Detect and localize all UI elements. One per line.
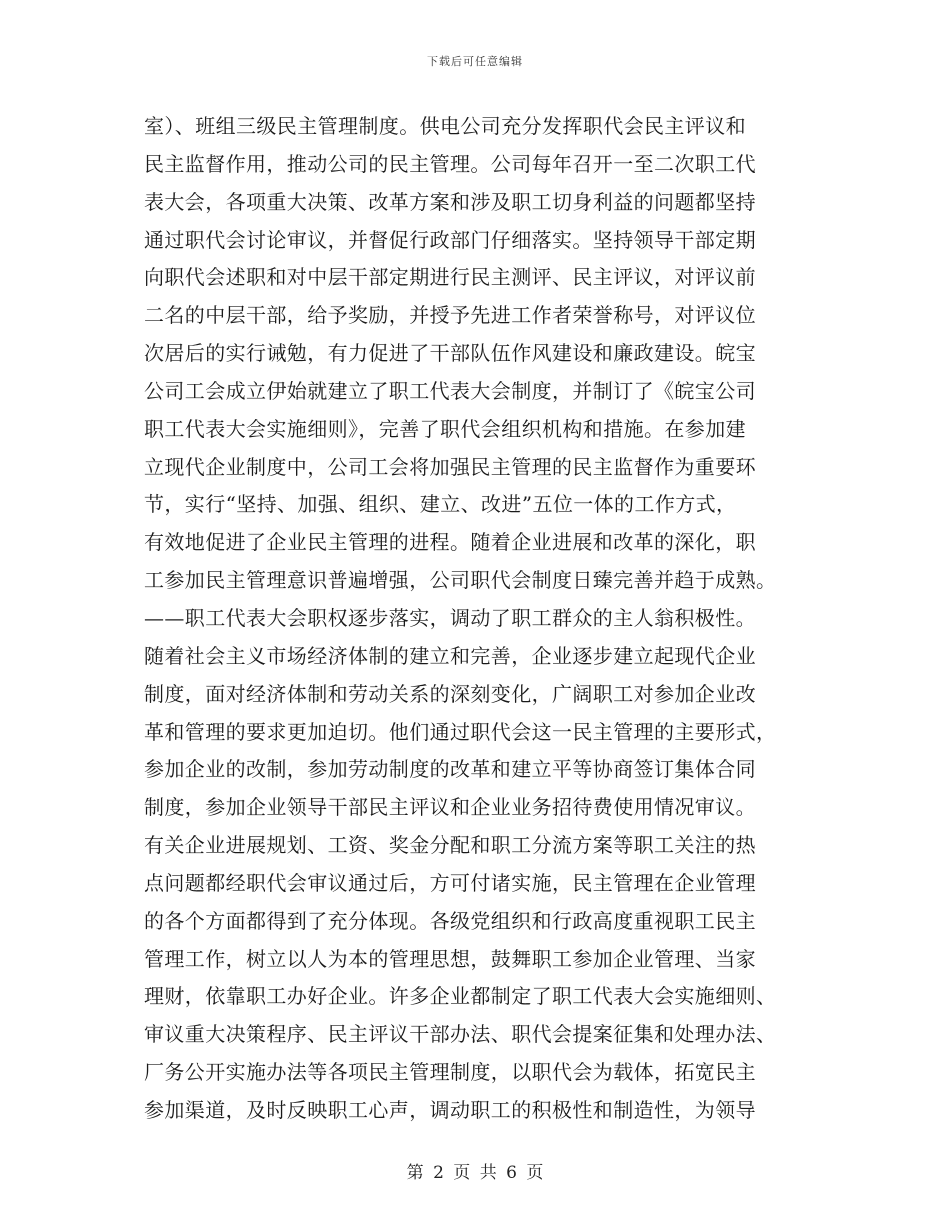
text-line: 审议重大决策程序、民主评议干部办法、职代会提案征集和处理办法、 [144,1022,777,1047]
text-line: ——职工代表大会职权逐步落实，调动了职工群众的主人翁积极性。 [144,605,756,630]
text-line: 的各个方面都得到了充分体现。各级党组织和行政高度重视职工民主 [144,908,756,933]
text-line: 理财，依靠职工办好企业。许多企业都制定了职工代表大会实施细则、 [144,984,777,1009]
text-line: 随着社会主义市场经济体制的建立和完善，企业逐步建立起现代企业 [144,643,756,668]
text-line: 制度，参加企业领导干部民主评议和企业业务招待费使用情况审议。 [144,795,756,820]
text-line: 点问题都经职代会审议通过后，方可付诸实施，民主管理在企业管理 [144,870,756,895]
text-line: 节，实行“坚持、加强、组织、建立、改进”五位一体的工作方式， [144,492,737,517]
text-line: 有效地促进了企业民主管理的进程。随着企业进展和改革的深化，职 [144,530,756,555]
text-line: 参加企业的改制，参加劳动制度的改革和建立平等协商签订集体合同 [144,757,756,782]
text-line: 管理工作，树立以人为本的管理思想，鼓舞职工参加企业管理、当家 [144,946,756,971]
text-line: 表大会，各项重大决策、改革方案和涉及职工切身利益的问题都坚持 [144,189,756,214]
text-line: 公司工会成立伊始就建立了职工代表大会制度，并制订了《皖宝公司 [144,378,756,403]
body-text [144,108,814,1130]
text-line: 革和管理的要求更加迫切。他们通过职代会这一民主管理的主要形式， [144,719,777,744]
text-line: 立现代企业制度中，公司工会将加强民主管理的民主监督作为重要环 [144,454,756,479]
text-line: 民主监督作用，推动公司的民主管理。公司每年召开一至二次职工代 [144,151,756,176]
page-number: 第 2 页 共 6 页 [406,1163,544,1183]
text-line: 工参加民主管理意识普遍增强，公司职代会制度日臻完善并趋于成熟。 [144,568,777,593]
text-line: 参加渠道，及时反映职工心声，调动职工的积极性和制造性，为领导 [144,1097,756,1122]
text-line: 次居后的实行诫勉，有力促进了干部队伍作风建设和廉政建设。皖宝 [144,341,756,366]
text-line: 厂务公开实施办法等各项民主管理制度，以职代会为载体，拓宽民主 [144,1060,756,1085]
text-line: 向职代会述职和对中层干部定期进行民主测评、民主评议，对评议前 [144,265,756,290]
text-line: 二名的中层干部，给予奖励，并授予先进工作者荣誉称号，对评议位 [144,303,756,328]
text-line: 通过职代会讨论审议，并督促行政部门仔细落实。坚持领导干部定期 [144,227,756,252]
text-line: 室）、班组三级民主管理制度。供电公司充分发挥职代会民主评议和 [144,114,746,138]
text-line: 职工代表大会实施细则》，完善了职代会组织机构和措施。在参加建 [144,416,746,441]
text-line: 有关企业进展规划、工资、奖金分配和职工分流方案等职工关注的热 [144,833,756,858]
text-line: 制度，面对经济体制和劳动关系的深刻变化，广阔职工对参加企业改 [144,681,756,706]
page-header: 下载后可任意编辑 [427,55,523,68]
